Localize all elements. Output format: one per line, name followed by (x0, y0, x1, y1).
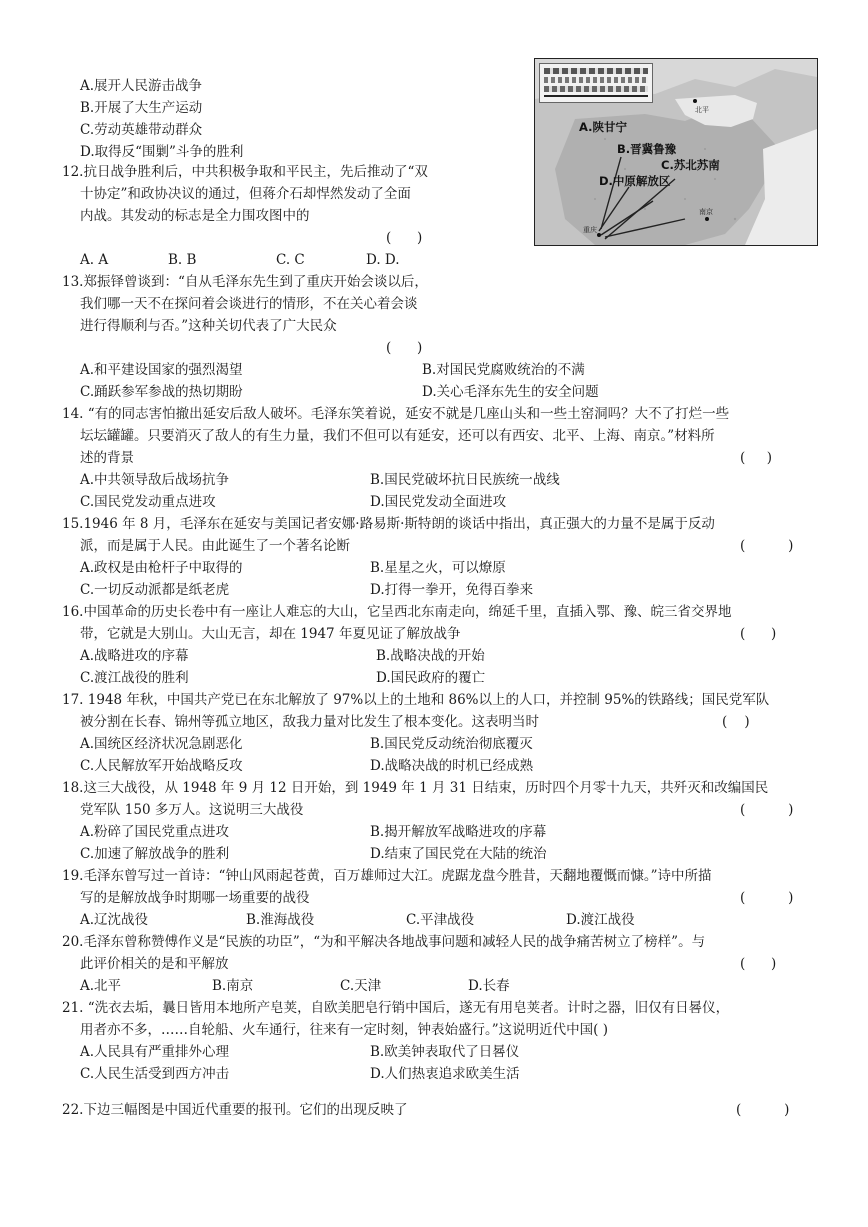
q19-option-c: C.平津战役 (406, 912, 475, 928)
q17-stem-line-2: 被分割在长春、锦州等孤立地区，敌我力量对比发生了根本变化。这表明当时 (80, 714, 539, 730)
map-label-c: C.苏北苏南 (661, 158, 720, 172)
q13-stem-line-2: 我们哪一天不在探问着会谈进行的情形，不在关心着会谈 (80, 296, 418, 312)
q13-answer-blank[interactable]: ( ) (386, 340, 423, 356)
q11-option-b: B.开展了大生产运动 (80, 100, 203, 116)
q14-option-a: A.中共领导敌后战场抗争 (80, 472, 230, 488)
map-legend (539, 63, 653, 103)
q14-option-c: C.国民党发动重点进攻 (80, 494, 216, 510)
q13-option-b: B.对国民党腐败统治的不满 (422, 362, 585, 378)
q14-stem-line-1: 14. “有的同志害怕撤出延安后敌人破坏。毛泽东笑着说，延安不就是几座山头和一些土窑洞吗？大不了打烂一些 (62, 406, 730, 422)
q16-option-c: C.渡江战役的胜利 (80, 670, 189, 686)
q18-stem-line-2: 党军队 150 多万人。这说明三大战役 (80, 802, 304, 818)
legend-arrow-line (544, 95, 648, 97)
map-city-chongqing: 重庆 (583, 226, 597, 234)
q13-option-a: A.和平建设国家的强烈渴望 (80, 362, 243, 378)
q12-stem-line-1: 12.抗日战争胜利后，中共积极争取和平民主，先后推动了“双 (62, 164, 428, 180)
q18-option-c: C.加速了解放战争的胜利 (80, 846, 230, 862)
q18-option-b: B.揭开解放军战略进攻的序幕 (370, 824, 547, 840)
q11-option-d: D.取得反“围剿”斗争的胜利 (80, 144, 244, 160)
q21-option-b: B.欧美钟表取代了日晷仪 (370, 1044, 520, 1060)
q12-option-a: A. A (80, 252, 109, 268)
map-label-b: B.晋冀鲁豫 (617, 142, 677, 156)
q16-stem-line-1: 16.中国革命的历史长卷中有一座让人难忘的大山，它呈西北东南走向，绵延千里，直插入鄂、豫、皖三省交界地 (62, 604, 732, 620)
q16-option-a: A.战略进攻的序幕 (80, 648, 189, 664)
q15-option-b: B.星星之火，可以燎原 (370, 560, 506, 576)
q15-option-d: D.打得一拳开，免得百拳来 (370, 582, 534, 598)
q14-stem-line-3: 述的背景 (80, 450, 134, 466)
q12-stem-line-2: 十协定”和政协决议的通过，但蒋介石却悍然发动了全面 (80, 186, 411, 202)
q12-option-b: B. B (168, 252, 197, 268)
legend-row (544, 68, 648, 74)
q16-answer-blank[interactable]: ( ) (740, 626, 777, 642)
q21-stem-line-1: 21. “洗衣去垢，曩日皆用本地所产皂荚，自欧美肥皂行销中国后，遂无有用皂荚者。计时之器，旧仅有日晷仪， (62, 1000, 730, 1016)
q22-stem-line-1: 22.下边三幅图是中国近代重要的报刊。它们的出现反映了 (62, 1102, 408, 1118)
q19-answer-blank[interactable]: ( ) (740, 890, 794, 906)
q19-stem-line-1: 19.毛泽东曾写过一首诗：“钟山风雨起苍黄，百万雄师过大江。虎踞龙盘今胜昔，天翻地覆慨而慷。”诗中所描 (62, 868, 712, 884)
q20-stem-line-2: 此评价相关的是和平解放 (80, 956, 229, 972)
q17-stem-line-1: 17. 1948 年秋，中国共产党已在东北解放了 97%以上的土地和 86%以上的人口，并控制 95%的铁路线；国民党军队 (62, 692, 770, 708)
q14-stem-line-2: 坛坛罐罐。只要消灭了敌人的有生力量，我们不但可以有延安，还可以有西安、北平、上海、南京。”材料所 (80, 428, 715, 444)
q17-option-a: A.国统区经济状况急剧恶化 (80, 736, 243, 752)
q15-option-c: C.一切反动派都是纸老虎 (80, 582, 230, 598)
map-label-a: A.陕甘宁 (579, 120, 627, 134)
q13-option-d: D.关心毛泽东先生的安全问题 (422, 384, 599, 400)
q12-option-c: C. C (276, 252, 305, 268)
q19-option-d: D.渡江战役 (566, 912, 635, 928)
q22-answer-blank[interactable]: ( ) (736, 1102, 790, 1118)
q17-answer-blank[interactable]: ( ) (722, 714, 750, 730)
q17-option-d: D.战略决战的时机已经成熟 (370, 758, 534, 774)
q21-option-d: D.人们热衷追求欧美生活 (370, 1066, 520, 1082)
q18-option-d: D.结束了国民党在大陆的统治 (370, 846, 547, 862)
q11-option-c: C.劳动英雄带动群众 (80, 122, 203, 138)
q21-stem-line-2: 用者亦不多，……自轮船、火车通行，往来有一定时刻，钟表始盛行。”这说明近代中国( ) (80, 1022, 608, 1038)
q16-option-b: B.战略决战的开始 (376, 648, 485, 664)
q12-option-d: D. D. (366, 252, 400, 268)
map-label-d: D.中原解放区 (599, 174, 671, 188)
q20-stem-line-1: 20.毛泽东曾称赞傅作义是“民族的功臣”，“为和平解决各地战事问题和减轻人民的战争痛苦树立了榜样”。与 (62, 934, 706, 950)
q15-stem-line-2: 派，而是属于人民。由此诞生了一个著名论断 (80, 538, 350, 554)
q18-stem-line-1: 18.这三大战役，从 1948 年 9 月 12 日开始，到 1949 年 1 月 31 日结束，历时四个月零十九天，共歼灭和改编国民 (62, 780, 769, 796)
q14-option-b: B.国民党破坏抗日民族统一战线 (370, 472, 560, 488)
q16-option-d: D.国民政府的覆亡 (376, 670, 486, 686)
q20-option-b: B.南京 (212, 978, 254, 994)
q20-option-d: D.长春 (468, 978, 510, 994)
legend-row (544, 77, 648, 83)
legend-row (544, 86, 648, 92)
q12-answer-blank[interactable]: ( ) (386, 230, 423, 246)
q21-option-a: A.人民具有严重排外心理 (80, 1044, 230, 1060)
q20-option-a: A.北平 (80, 978, 122, 994)
q11-option-a: A.展开人民游击战争 (80, 78, 203, 94)
q21-option-c: C.人民生活受到西方冲击 (80, 1066, 230, 1082)
q15-stem-line-1: 15.1946 年 8 月，毛泽东在延安与美国记者安娜·路易斯·斯特朗的谈话中指出，真正强大的力量不是属于反动 (62, 516, 715, 532)
q13-option-c: C.踊跃参军参战的热切期盼 (80, 384, 243, 400)
liberated-areas-map (534, 58, 818, 246)
q15-option-a: A.政权是由枪杆子中取得的 (80, 560, 243, 576)
q17-option-c: C.人民解放军开始战略反攻 (80, 758, 243, 774)
q19-option-b: B.淮海战役 (246, 912, 315, 928)
q14-answer-blank[interactable]: ( ) (740, 450, 772, 466)
q20-option-c: C.天津 (340, 978, 382, 994)
q16-stem-line-2: 带，它就是大别山。大山无言，却在 1947 年夏见证了解放战争 (80, 626, 461, 642)
q19-option-a: A.辽沈战役 (80, 912, 149, 928)
q18-answer-blank[interactable]: ( ) (740, 802, 794, 818)
q18-option-a: A.粉碎了国民党重点进攻 (80, 824, 230, 840)
q13-stem-line-1: 13.郑振铎曾谈到：“自从毛泽东先生到了重庆开始会谈以后， (62, 274, 428, 290)
q20-answer-blank[interactable]: ( ) (740, 956, 777, 972)
q19-stem-line-2: 写的是解放战争时期哪一场重要的战役 (80, 890, 310, 906)
q14-option-d: D.国民党发动全面进攻 (370, 494, 507, 510)
q17-option-b: B.国民党反动统治彻底覆灭 (370, 736, 533, 752)
map-city-beiping: 北平 (695, 106, 709, 114)
q13-stem-line-3: 进行得顺利与否。”这种关切代表了广大民众 (80, 318, 337, 334)
q15-answer-blank[interactable]: ( ) (740, 538, 794, 554)
map-city-nanjing: 南京 (699, 208, 713, 216)
q12-stem-line-3: 内战。其发动的标志是全力围攻图中的 (80, 208, 310, 224)
